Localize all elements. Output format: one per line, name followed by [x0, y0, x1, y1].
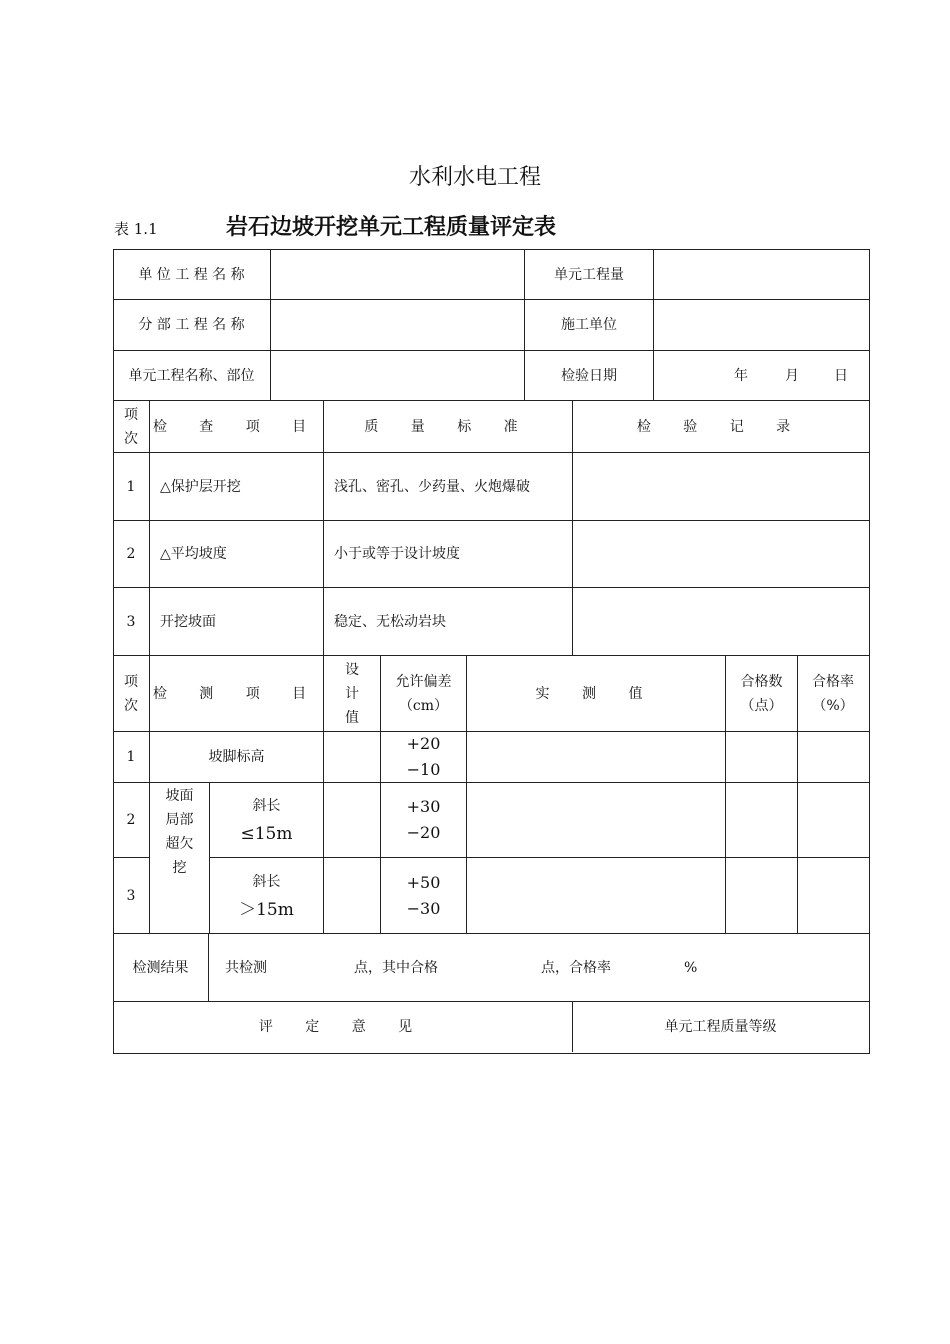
table-number: 表 1.1 — [114, 220, 158, 238]
tolerance-value: +50 −30 — [406, 872, 441, 918]
date-day: 日 — [834, 367, 848, 384]
measure-row-no: 3 — [126, 887, 136, 904]
pass-rate-field[interactable] — [798, 783, 868, 857]
inspection-row-record-field[interactable] — [573, 453, 868, 520]
result-total-label: 共检测 — [225, 959, 267, 976]
slope-length-condition: 斜长 ≤15m — [240, 798, 293, 844]
design-value-header: 设 计 值 — [345, 661, 359, 726]
inspection-row-standard: 小于或等于设计坡度 — [334, 546, 460, 562]
measured-value-header: 实 测 值 — [535, 685, 657, 702]
measure-row-no: 1 — [126, 749, 136, 765]
evaluation-opinion-label: 评 定 意 见 — [258, 1019, 427, 1035]
check-item-header: 检 查 项 目 — [152, 418, 321, 435]
contractor-label: 施工单位 — [561, 317, 617, 333]
pass-rate-field[interactable] — [798, 732, 868, 782]
element-name-label: 单元工程名称、部位 — [128, 367, 255, 384]
seq-header: 项 次 — [124, 406, 138, 447]
element-name-field[interactable] — [271, 351, 524, 400]
inspection-record-header: 检 验 记 录 — [636, 418, 805, 435]
inspection-row-item: 开挖坡面 — [160, 613, 216, 630]
measure-row-no: 2 — [126, 812, 136, 828]
contractor-field[interactable] — [654, 300, 868, 350]
measured-value-field[interactable] — [467, 732, 725, 782]
inspection-date-label: 检验日期 — [561, 367, 617, 384]
sub-project-name-label: 分 部 工 程 名 称 — [138, 317, 245, 333]
unit-quantity-label: 单元工程量 — [554, 266, 624, 283]
pass-count-field[interactable] — [726, 783, 797, 857]
design-value-field[interactable] — [324, 783, 380, 857]
date-month: 月 — [785, 367, 799, 384]
result-rate-label: 点，合格率 — [541, 959, 611, 976]
slope-length-condition: 斜长 ＞15m — [239, 873, 294, 920]
tolerance-value: +20 −10 — [406, 734, 441, 779]
pass-count-field[interactable] — [726, 732, 797, 782]
design-value-field[interactable] — [324, 732, 380, 782]
unit-project-name-field[interactable] — [271, 250, 524, 299]
date-year: 年 — [734, 367, 748, 384]
measured-value-field[interactable] — [467, 783, 725, 857]
pass-count-field[interactable] — [726, 858, 797, 933]
pass-count-header: 合格数 （点） — [740, 673, 783, 714]
result-label: 检测结果 — [132, 959, 189, 976]
slope-over-under-excavation-label: 坡面 局部 超欠 挖 — [165, 788, 194, 876]
inspection-row-standard: 浅孔、密孔、少药量、火炮爆破 — [334, 478, 530, 495]
measure-seq-header: 项 次 — [124, 673, 138, 714]
result-qualified-label: 点，其中合格 — [354, 959, 438, 976]
sub-project-name-field[interactable] — [271, 300, 524, 350]
quality-standard-header: 质 量 标 准 — [364, 418, 532, 435]
inspection-row-no: 3 — [126, 613, 136, 630]
inspection-row-record-field[interactable] — [573, 588, 868, 655]
page-title: 岩石边坡开挖单元工程质量评定表 — [226, 215, 557, 240]
inspection-row-standard: 稳定、无松动岩块 — [334, 613, 446, 630]
inspection-row-no: 2 — [126, 546, 136, 562]
inspection-row-item: △平均坡度 — [160, 546, 227, 562]
result-summary — [209, 934, 868, 1001]
tolerance-value: +30 −20 — [406, 797, 441, 842]
result-percent-sign: % — [684, 959, 698, 976]
inspection-row-record-field[interactable] — [573, 521, 868, 587]
document-category: 水利水电工程 — [408, 165, 541, 190]
quality-grade-label: 单元工程质量等级 — [664, 1019, 777, 1035]
unit-quantity-field[interactable] — [654, 250, 868, 299]
tolerance-header: 允许偏差 （cm） — [395, 673, 452, 714]
inspection-row-item: △保护层开挖 — [160, 478, 241, 495]
pass-rate-field[interactable] — [798, 858, 868, 933]
inspection-date-field[interactable] — [654, 351, 868, 400]
measured-value-field[interactable] — [467, 858, 725, 933]
inspection-row-no: 1 — [126, 478, 136, 495]
pass-rate-header: 合格率 （%） — [812, 673, 854, 714]
measure-item-header: 检 测 项 目 — [152, 685, 321, 702]
unit-project-name-label: 单 位 工 程 名 称 — [138, 266, 245, 283]
measure-row-item: 坡脚标高 — [208, 749, 265, 765]
design-value-field[interactable] — [324, 858, 380, 933]
